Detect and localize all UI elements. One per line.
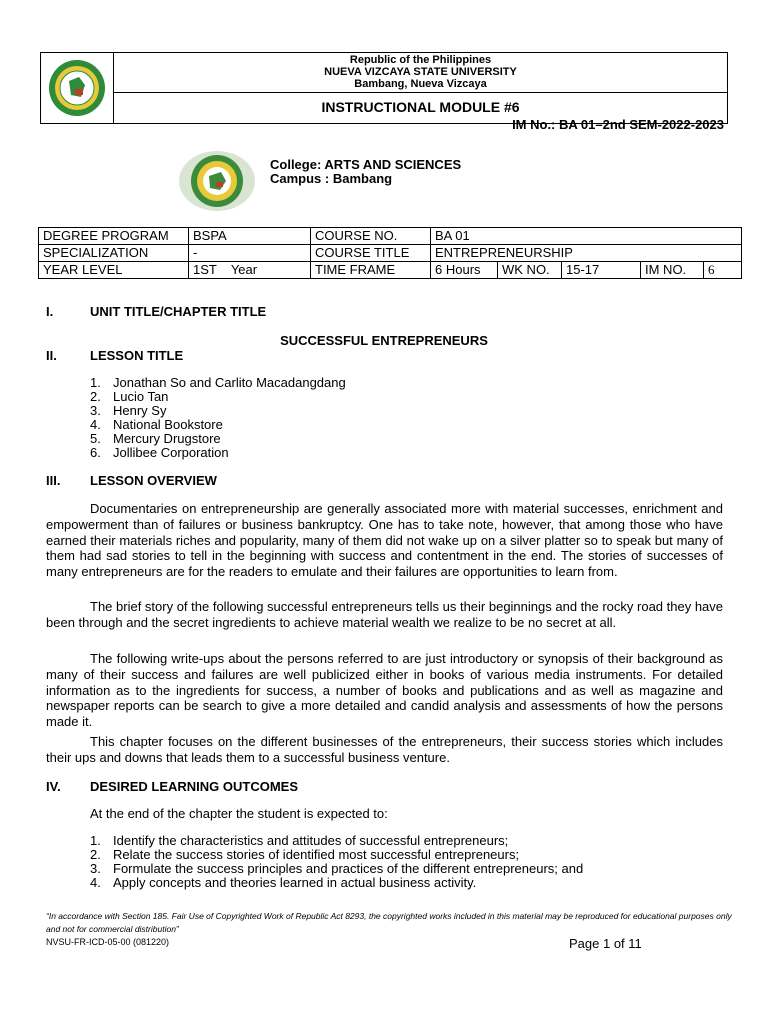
degree-value: BSPA <box>189 228 311 245</box>
list-item <box>90 404 346 418</box>
year-level-value: 1ST Year <box>189 262 311 279</box>
list-number: 4. <box>90 417 101 432</box>
list-number: 1. <box>90 375 101 390</box>
lesson-list <box>90 376 346 460</box>
section-1-number: I. <box>46 304 54 319</box>
header-line-1: Republic of the Philippines <box>349 54 492 66</box>
section-3-number: III. <box>46 473 61 488</box>
table-row <box>39 245 742 262</box>
list-number: 4. <box>90 875 101 890</box>
list-item <box>90 376 346 390</box>
outcome-text: Apply concepts and theories learned in actual business activity. <box>113 875 477 890</box>
section-4-title: DESIRED LEARNING OUTCOMES <box>90 779 299 794</box>
week-no-label: WK NO. <box>498 262 562 279</box>
outcomes-list <box>90 834 583 890</box>
form-code: NVSU-FR-ICD-05-00 (081220) <box>46 937 170 947</box>
college-info <box>270 158 461 186</box>
course-title-label: COURSE TITLE <box>311 245 431 262</box>
overview-paragraph-4: This chapter focuses on the different businesses of the entrepreneurs, their success stories which includes their ups and downs that leads them to a successful business venture. <box>46 734 723 765</box>
specialization-label: SPECIALIZATION <box>39 245 189 262</box>
course-info-table <box>38 227 742 279</box>
course-title-value: ENTREPRENEURSHIP <box>431 245 742 262</box>
lesson-text: Jonathan So and Carlito Macadangdang <box>113 375 346 390</box>
list-item <box>90 418 346 432</box>
copyright-footnote: “In accordance with Section 185. Fair Use of Copyrighted Work of Republic Act 8293, the copyrighted works included in this material may be reproduced for educational purposes only and not for commercial distribution” <box>46 911 732 934</box>
time-frame-label: TIME FRAME <box>311 262 431 279</box>
list-number: 6. <box>90 445 101 460</box>
header-line-3: Bambang, Nueva Vizcaya <box>354 78 487 90</box>
list-item <box>90 390 346 404</box>
im-no-value: 6 <box>704 262 742 279</box>
module-title: INSTRUCTIONAL MODULE #6 <box>321 99 520 115</box>
campus-name: Campus : Bambang <box>270 171 393 186</box>
chapter-title: SUCCESSFUL ENTREPRENEURS <box>280 333 488 348</box>
header-institution <box>114 53 727 93</box>
list-number: 5. <box>90 431 101 446</box>
year-level-label: YEAR LEVEL <box>39 262 189 279</box>
outcome-text: Relate the success stories of identified most successful entrepreneurs; <box>113 847 520 862</box>
course-no-value: BA 01 <box>431 228 742 245</box>
list-item <box>90 432 346 446</box>
list-item <box>90 446 346 460</box>
overview-paragraph-2: The brief story of the following successful entrepreneurs tells us their beginnings and the rocky road they have been through and the secret ingredients to achieve material wealth we realize to be no secret at all. <box>46 599 724 630</box>
header-box <box>40 52 728 124</box>
outcome-text: Formulate the success principles and practices of the different entrepreneurs; and <box>113 861 584 876</box>
list-number: 1. <box>90 833 101 848</box>
specialization-value: - <box>189 245 311 262</box>
section-2-title: LESSON TITLE <box>90 348 184 363</box>
overview-paragraph-3: The following write-ups about the persons referred to are just introductory or synopsis of their background as many of their success and failures are well publicized either in books of various media instruments. For detailed information as to the ingredients for success, a number of books and publications and as well as magazine and newspaper reports can be search to give a more detailed and candid analysis and assessments of how the persons made it. <box>46 651 723 730</box>
lesson-text: Mercury Drugstore <box>113 431 221 446</box>
list-item <box>90 862 583 876</box>
lesson-text: Jollibee Corporation <box>113 445 229 460</box>
university-logo-cell <box>41 53 114 123</box>
overview-paragraph-1: Documentaries on entrepreneurship are generally associated more with material successes, enrichment and empowerment than of failures or business bankruptcy. One has to take note, however, that among those who have earned their materials riches and popularity, many of them did not wake up on a silver platter so to speak but many of them had sad stories to tell in the beginning with success and contentment in the end. The stories of successes of many entrepreneurs are for the readers to emulate and their failures are opportunities to learn from. <box>46 501 723 580</box>
lesson-text: Lucio Tan <box>113 389 169 404</box>
list-number: 2. <box>90 389 101 404</box>
list-number: 3. <box>90 403 101 418</box>
university-seal-icon <box>45 59 109 117</box>
section-2-number: II. <box>46 348 57 363</box>
college-seal-icon <box>176 148 258 214</box>
course-no-label: COURSE NO. <box>311 228 431 245</box>
list-item <box>90 848 583 862</box>
page-number: Page 1 of 11 <box>569 936 642 951</box>
section-4-number: IV. <box>46 779 61 794</box>
degree-label: DEGREE PROGRAM <box>39 228 189 245</box>
list-item <box>90 876 583 890</box>
outcome-text: Identify the characteristics and attitudes of successful entrepreneurs; <box>113 833 509 848</box>
list-number: 2. <box>90 847 101 862</box>
outcomes-intro: At the end of the chapter the student is expected to: <box>90 806 388 821</box>
im-no-label: IM NO. <box>641 262 704 279</box>
week-no-value: 15-17 <box>562 262 641 279</box>
header-line-2: NUEVA VIZCAYA STATE UNIVERSITY <box>324 66 517 78</box>
list-number: 3. <box>90 861 101 876</box>
lesson-text: National Bookstore <box>113 417 223 432</box>
time-frame-value: 6 Hours <box>431 262 498 279</box>
list-item <box>90 834 583 848</box>
im-number: IM No.: BA 01–2nd SEM-2022-2023 <box>512 117 724 132</box>
table-row <box>39 262 742 279</box>
section-1-title: UNIT TITLE/CHAPTER TITLE <box>90 304 267 319</box>
lesson-text: Henry Sy <box>113 403 167 418</box>
college-name: College: ARTS AND SCIENCES <box>270 157 462 172</box>
section-3-title: LESSON OVERVIEW <box>90 473 217 488</box>
table-row <box>39 228 742 245</box>
